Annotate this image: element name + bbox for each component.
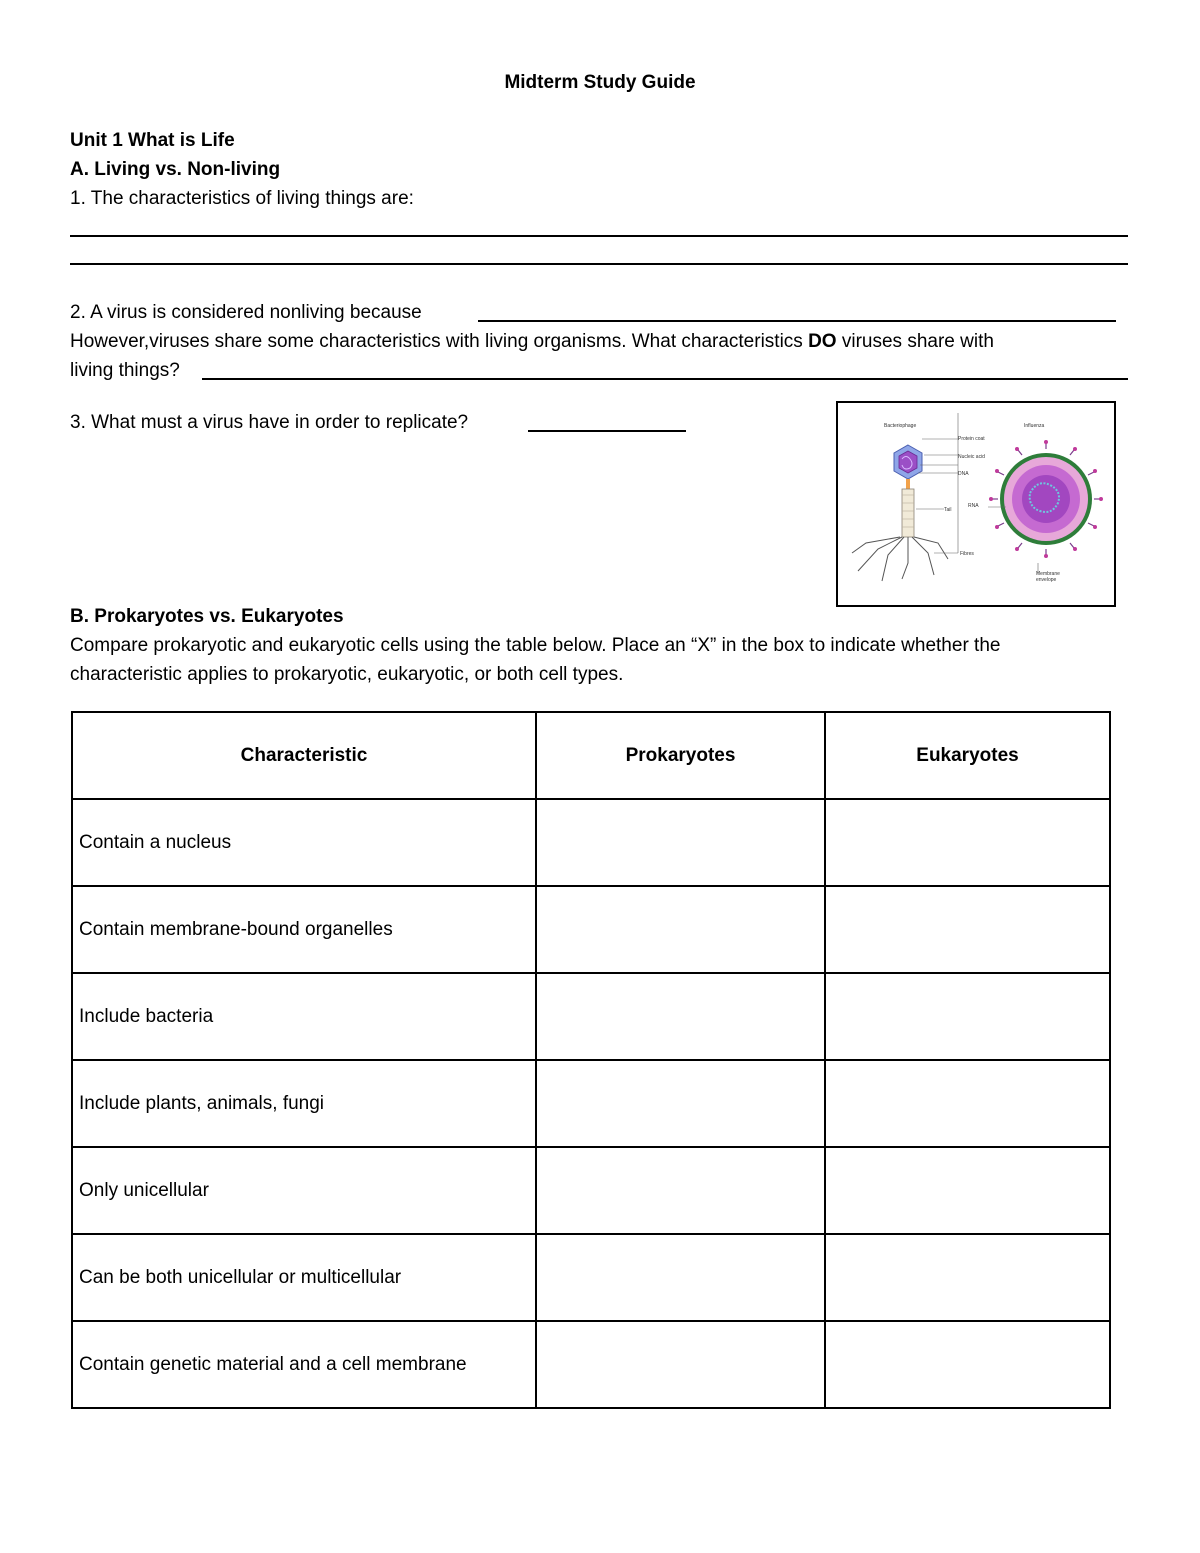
table-row (72, 1234, 1110, 1321)
section-b-heading: B. Prokaryotes vs. Eukaryotes (70, 606, 344, 627)
header-characteristic: Characteristic (72, 712, 536, 799)
virus-diagram (836, 401, 1116, 607)
table-row (72, 1147, 1110, 1234)
eukaryotes-checkbox-cell[interactable] (825, 1060, 1110, 1147)
section-a-heading: A. Living vs. Non-living (70, 159, 281, 180)
question-3: 3. What must a virus have in order to replicate? (70, 412, 469, 433)
question-2 (70, 298, 422, 327)
table-row (72, 799, 1110, 886)
phage-tail-icon (902, 489, 914, 537)
label-nucleic-acid: Nucleic acid (958, 454, 985, 460)
label-protein-coat: Protein coat (958, 436, 985, 442)
prokaryotes-checkbox-cell[interactable] (536, 1060, 825, 1147)
prokaryotes-checkbox-cell[interactable] (536, 973, 825, 1060)
characteristic-cell: Contain a nucleus (72, 799, 536, 886)
prokaryotes-checkbox-cell[interactable] (536, 1321, 825, 1408)
eukaryotes-checkbox-cell[interactable] (825, 799, 1110, 886)
prokaryotes-checkbox-cell[interactable] (536, 1147, 825, 1234)
header-prokaryotes: Prokaryotes (536, 712, 825, 799)
table-row (72, 886, 1110, 973)
label-dna: DNA (958, 471, 969, 477)
eukaryotes-checkbox-cell[interactable] (825, 973, 1110, 1060)
characteristic-cell: Only unicellular (72, 1147, 536, 1234)
answer-line-2[interactable] (70, 263, 1128, 265)
question-2-followup (70, 327, 994, 356)
label-membrane-envelope-2: envelope (1036, 577, 1057, 583)
characteristic-cell: Contain genetic material and a cell membrane (72, 1321, 536, 1408)
section-b-instructions-line2: characteristic applies to prokaryotic, eukaryotic, or both cell types. (70, 664, 624, 685)
label-membrane-envelope-1: Membrane (1036, 571, 1060, 577)
phage-collar-icon (906, 479, 910, 489)
characteristic-cell: Contain membrane-bound organelles (72, 886, 536, 973)
comparison-table (71, 711, 1111, 1409)
phage-fibres-icon (852, 537, 948, 581)
label-tail: Tail (944, 507, 952, 513)
answer-line-q2-followup[interactable] (202, 378, 1128, 380)
page-title: Midterm Study Guide (504, 72, 696, 93)
answer-line-1[interactable] (70, 235, 1128, 237)
table-row (72, 1060, 1110, 1147)
section-b-instructions-line1: Compare prokaryotic and eukaryotic cells using the table below. Place an “X” in the box to indicate whether the (70, 635, 1001, 656)
question-2-followup-line2: living things? (70, 360, 180, 381)
eukaryotes-checkbox-cell[interactable] (825, 1234, 1110, 1321)
question-1: 1. The characteristics of living things are: (70, 188, 414, 209)
eukaryotes-checkbox-cell[interactable] (825, 1147, 1110, 1234)
answer-line-q2[interactable] (478, 320, 1116, 322)
label-influenza: Influenza (1024, 423, 1045, 429)
question-2-text: 2. A virus is considered nonliving because (70, 302, 422, 323)
unit-heading: Unit 1 What is Life (70, 130, 235, 151)
table-header-row (72, 712, 1110, 799)
virus-illustration (838, 403, 1114, 605)
eukaryotes-checkbox-cell[interactable] (825, 886, 1110, 973)
influenza-virus-icon (989, 440, 1103, 558)
header-eukaryotes: Eukaryotes (825, 712, 1110, 799)
label-fibres: Fibres (960, 551, 974, 557)
followup-emphasis: DO (808, 331, 837, 352)
label-rna: RNA (968, 503, 979, 509)
prokaryotes-checkbox-cell[interactable] (536, 799, 825, 886)
prokaryotes-checkbox-cell[interactable] (536, 1234, 825, 1321)
followup-text-a: However,viruses share some characteristics with living organisms. What characteristics (70, 331, 809, 352)
characteristic-cell: Include plants, animals, fungi (72, 1060, 536, 1147)
characteristic-cell: Can be both unicellular or multicellular (72, 1234, 536, 1321)
answer-line-q3[interactable] (528, 430, 686, 432)
table-row (72, 1321, 1110, 1408)
eukaryotes-checkbox-cell[interactable] (825, 1321, 1110, 1408)
table-row (72, 973, 1110, 1060)
characteristic-cell: Include bacteria (72, 973, 536, 1060)
prokaryotes-checkbox-cell[interactable] (536, 886, 825, 973)
label-bacteriophage: Bacteriophage (884, 423, 917, 429)
followup-text-b: viruses share with (836, 331, 994, 352)
